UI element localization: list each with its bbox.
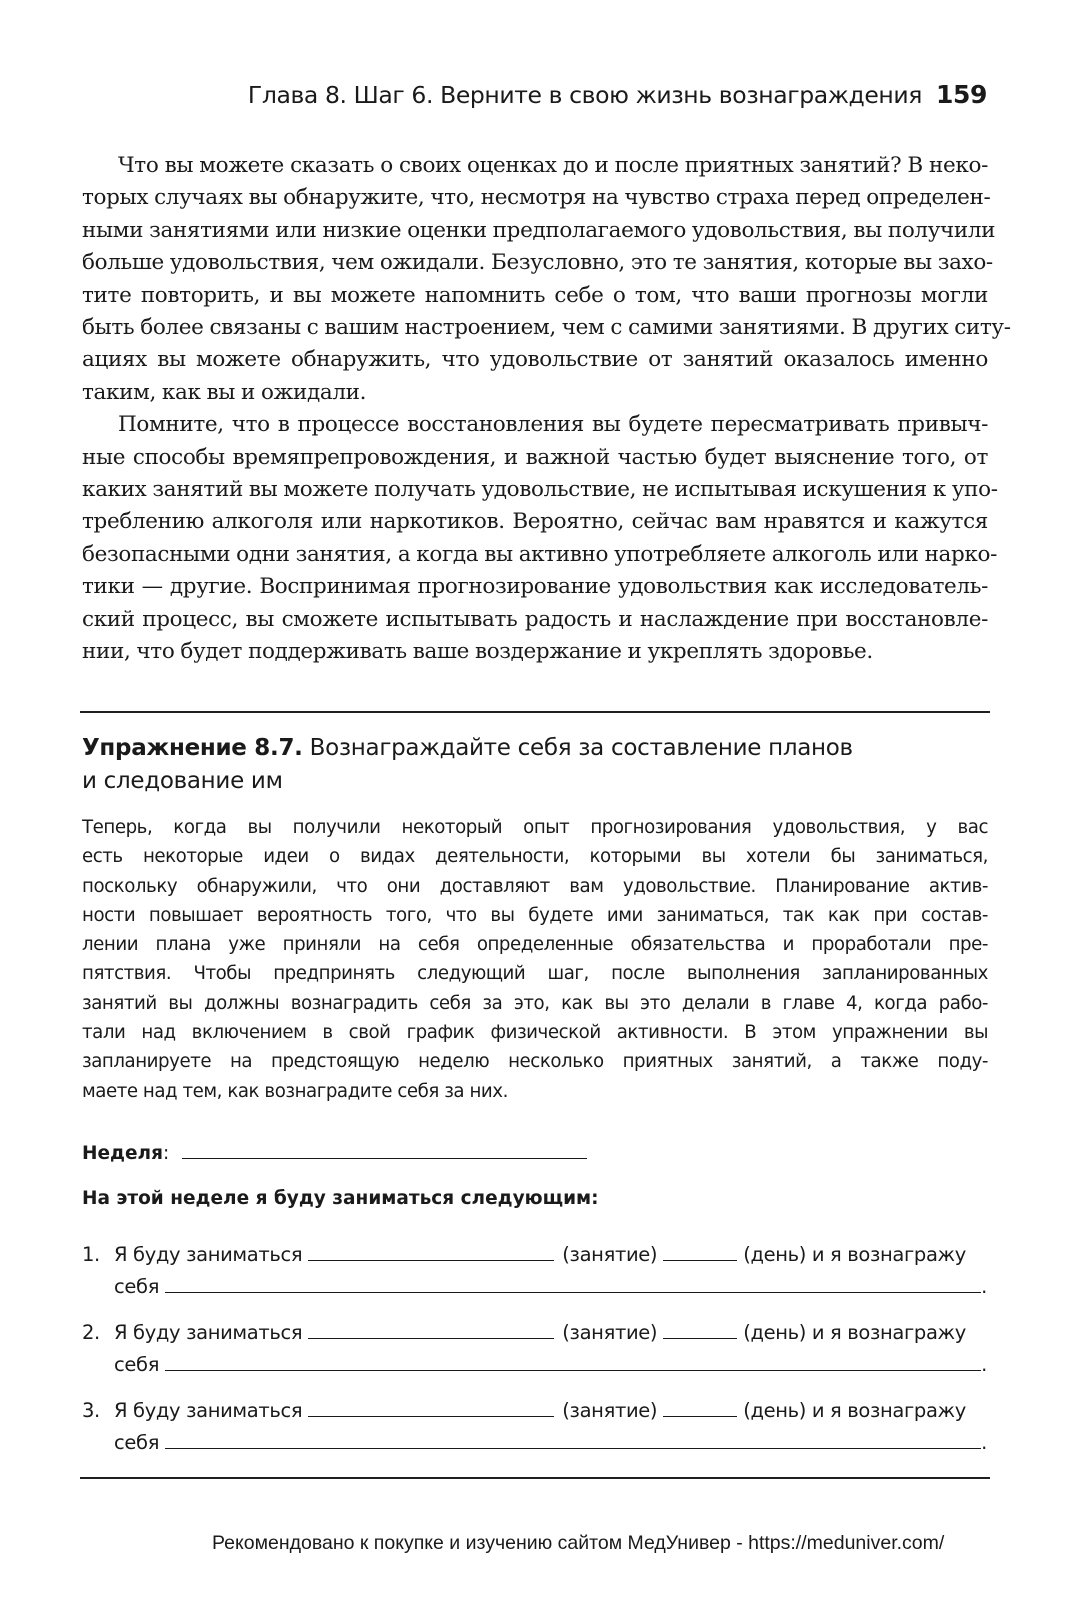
- day-label: (день) и я вознагражу: [743, 1321, 966, 1344]
- item-number: 1.: [82, 1243, 100, 1266]
- text-line: больше удовольствия, чем ожидали. Безусловно, это те занятия, которые вы захо-: [82, 250, 993, 276]
- end-period: .: [981, 1275, 987, 1298]
- exercise-title-line1: Вознаграждайте себя за составление планов: [302, 735, 853, 761]
- text-line: ности повышает вероятность того, что вы будете ими заниматься, так как при состав-: [82, 904, 988, 926]
- text-line: тики — другие. Воспринимая прогнозирование удовольствия как исследователь-: [82, 574, 988, 600]
- item-lead: Я буду заниматься: [114, 1321, 303, 1344]
- day-blank[interactable]: [663, 1318, 737, 1339]
- text-line: ский процесс, вы сможете испытывать радость и наслаждение при восстановле-: [82, 606, 988, 632]
- page-number: 159: [936, 80, 987, 109]
- bottom-divider: [80, 1477, 990, 1479]
- text-line: каких занятий вы можете получать удовольствие, не испытывая искушения к упо-: [82, 477, 998, 503]
- text-line: запланируете на предстоящую неделю несколько приятных занятий, а также поду-: [82, 1051, 988, 1073]
- exercise-number: Упражнение 8.7.: [82, 735, 303, 761]
- text-line: есть некоторые идеи о видах деятельности, которыми вы хотели бы заниматься,: [82, 846, 988, 868]
- item-number: 2.: [82, 1321, 100, 1344]
- end-period: .: [981, 1431, 987, 1454]
- activity-blank[interactable]: [308, 1240, 554, 1261]
- list-item: [82, 1396, 992, 1466]
- item-number: 3.: [82, 1399, 100, 1422]
- exercise-title-line2: и следование им: [82, 768, 283, 794]
- self-label: себя: [114, 1353, 160, 1376]
- reward-blank[interactable]: [165, 1428, 981, 1449]
- text-line: безопасными одни занятия, а когда вы активно употребляете алкоголь или нарко-: [82, 541, 998, 567]
- text-line: поскольку обнаружили, что они доставляют вам удовольствие. Планирование актив-: [82, 875, 988, 897]
- self-label: себя: [114, 1431, 160, 1454]
- text-line: Помните, что в процессе восстановления вы будете пересматривать привыч-: [118, 412, 988, 438]
- week-label: Неделя: [82, 1143, 163, 1164]
- activity-label: (занятие): [562, 1321, 658, 1344]
- exercise-title: [82, 732, 962, 798]
- paragraph-2: [82, 409, 998, 668]
- text-line: пятствия. Чтобы предпринять следующий шаг, после выполнения запланированных: [82, 963, 988, 985]
- exercise-text: [82, 813, 988, 1106]
- end-period: .: [981, 1353, 987, 1376]
- day-label: (день) и я вознагражу: [743, 1399, 966, 1422]
- item-lead: Я буду заниматься: [114, 1243, 303, 1266]
- text-line: маете над тем, как вознаградите себя за них.: [82, 1080, 508, 1102]
- text-line: быть более связаны с вашим настроением, чем с самими занятиями. В других ситу-: [82, 315, 1011, 341]
- list-item: [82, 1318, 992, 1388]
- running-head: [248, 80, 987, 109]
- chapter-title: Глава 8. Шаг 6. Верните в свою жизнь вознаграждения: [247, 81, 922, 109]
- paragraph-1: [82, 150, 1011, 409]
- item-lead: Я буду заниматься: [114, 1399, 303, 1422]
- week-subtitle: На этой неделе я буду заниматься следующим:: [82, 1188, 599, 1209]
- text-line: тали над включением в свой график физической активности. В этом упражнении вы: [82, 1022, 988, 1044]
- activity-blank[interactable]: [308, 1396, 554, 1417]
- footer-note: Рекомендовано к покупке и изучению сайтом МедУнивер - https://meduniver.com/: [212, 1532, 945, 1554]
- day-label: (день) и я вознагражу: [743, 1243, 966, 1266]
- body-text: [82, 150, 1011, 669]
- text-line: лении плана уже приняли на себя определенные обязательства и проработали пре-: [82, 934, 988, 956]
- week-blank[interactable]: [182, 1138, 587, 1159]
- text-line: ными занятиями или низкие оценки предполагаемого удовольствия, вы получили: [82, 217, 996, 243]
- text-line: ациях вы можете обнаружить, что удовольствие от занятий оказалось именно: [82, 347, 988, 373]
- day-blank[interactable]: [663, 1240, 737, 1261]
- text-line: занятий вы должны вознаградить себя за это, как вы это делали в главе 4, когда рабо-: [82, 992, 988, 1014]
- text-line: нии, что будет поддерживать ваше воздержание и укреплять здоровье.: [82, 639, 873, 665]
- text-line: ные способы времяпрепровождения, и важной частью будет выяснение того, от: [82, 444, 988, 470]
- activity-label: (занятие): [562, 1243, 658, 1266]
- activity-label: (занятие): [562, 1399, 658, 1422]
- text-line: торых случаях вы обнаружите, что, несмотря на чувство страха перед определен-: [82, 185, 991, 211]
- reward-blank[interactable]: [165, 1272, 981, 1293]
- top-divider: [80, 711, 990, 713]
- text-line: треблению алкоголя или наркотиков. Вероятно, сейчас вам нравятся и кажутся: [82, 509, 988, 535]
- text-line: тите повторить, и вы можете напомнить себе о том, что ваши прогнозы могли: [82, 282, 988, 308]
- week-field: [82, 1138, 587, 1164]
- activity-blank[interactable]: [308, 1318, 554, 1339]
- text-line: таким, как вы и ожидали.: [82, 379, 367, 405]
- day-blank[interactable]: [663, 1396, 737, 1417]
- reward-blank[interactable]: [165, 1350, 981, 1371]
- text-line: Что вы можете сказать о своих оценках до и после приятных занятий? В неко-: [118, 153, 988, 178]
- week-colon: :: [162, 1143, 170, 1164]
- list-item: [82, 1240, 992, 1310]
- self-label: себя: [114, 1275, 160, 1298]
- text-line: Теперь, когда вы получили некоторый опыт прогнозирования удовольствия, у вас: [82, 817, 988, 838]
